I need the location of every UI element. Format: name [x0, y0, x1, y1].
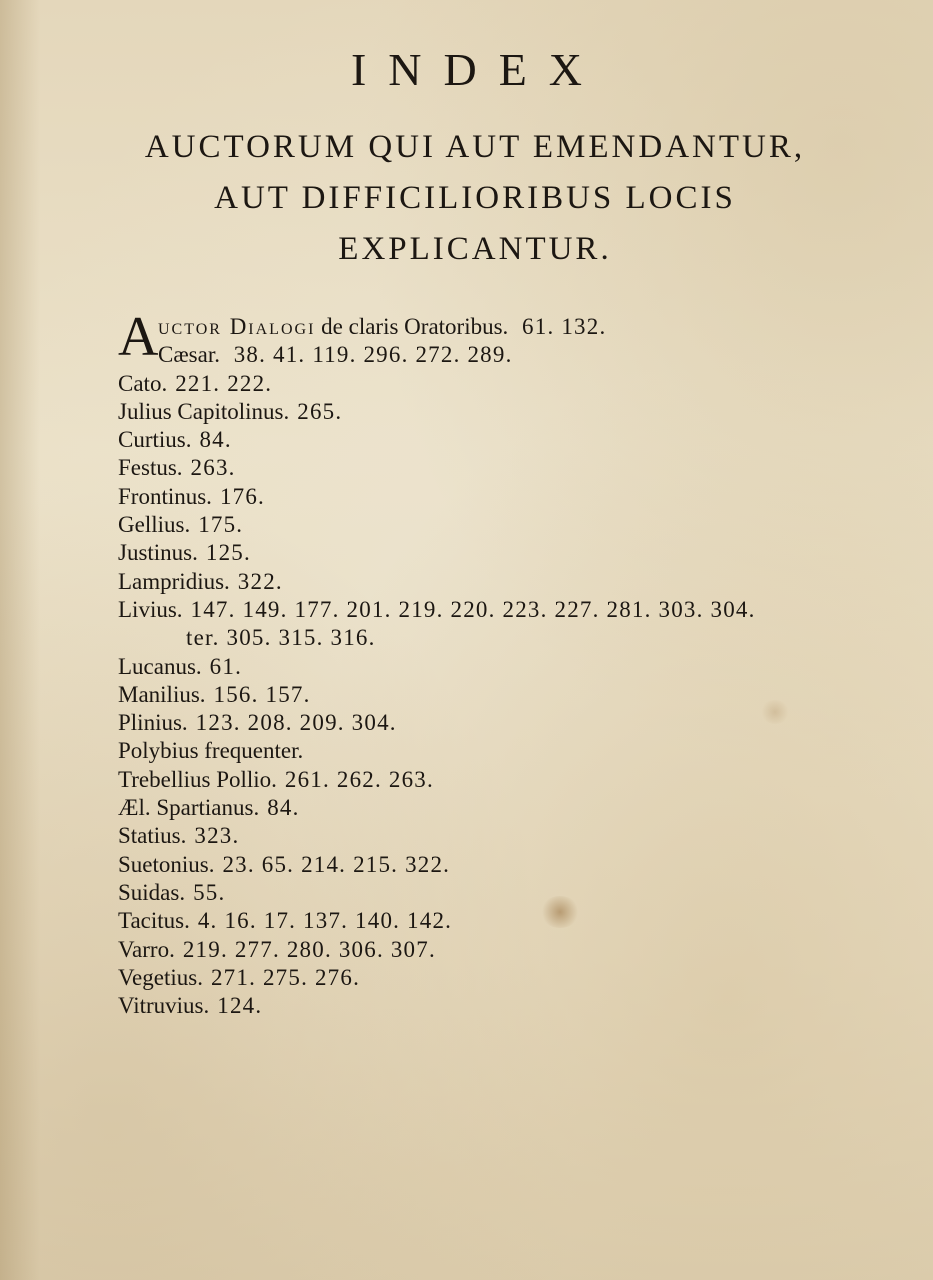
index-entry-name: Livius. — [118, 596, 183, 622]
index-entry-pages: 125. — [205, 540, 251, 566]
index-entry — [118, 568, 898, 596]
index-entry — [118, 964, 898, 992]
drop-cap: A — [118, 306, 159, 368]
index-entry-name: Frontinus. — [118, 483, 212, 509]
index-entry — [118, 709, 898, 737]
index-entry-pages: 221. 222. — [175, 370, 273, 396]
index-entry-pages: 323. — [194, 823, 240, 849]
index-entry — [118, 851, 898, 879]
page-title: INDEX — [350, 44, 605, 95]
index-entry-name: Polybius frequenter. — [118, 738, 304, 764]
index-entry — [118, 681, 898, 709]
index-entry — [118, 936, 898, 964]
index-entry-name: Plinius. — [118, 710, 188, 736]
page-subtitle — [60, 122, 890, 275]
index-entry — [118, 794, 898, 822]
index-entry-description: de claris Oratoribus. — [321, 314, 509, 339]
index-entry-name: Cæsar. — [158, 342, 220, 368]
index-entry-name: Æl. Spartianus. — [118, 795, 260, 821]
index-entry-pages: 271. 275. 276. — [210, 964, 361, 990]
index-entry-pages: 147. 149. 177. 201. 219. 220. 223. 227. 281. 303. 304. — [190, 596, 756, 622]
index-entry-name: Statius. — [118, 823, 187, 849]
index-entry-name: Lampridius. — [118, 568, 230, 594]
index-entry — [118, 370, 898, 398]
index-entry-name: Gellius. — [118, 512, 191, 538]
index-entry — [118, 539, 898, 567]
index-entry-pages: 124. — [217, 993, 263, 1019]
index-entry — [118, 596, 898, 624]
index-entry-pages: 61. — [209, 653, 243, 679]
index-entry-name: Cato. — [118, 370, 168, 396]
index-entry-pages: 322. — [237, 568, 283, 594]
index-entry — [118, 483, 898, 511]
index-entry-name: Vegetius. — [118, 964, 203, 990]
index-entry — [118, 454, 898, 482]
index-entry-list — [118, 370, 898, 1021]
index-entry — [118, 306, 898, 370]
index-entry-name: Manilius. — [118, 681, 206, 707]
index-entry-pages: 4. 16. 17. 137. 140. 142. — [197, 908, 453, 934]
index-entry-name: Vitruvius. — [118, 993, 210, 1019]
index-entry-pages: 265. — [297, 398, 343, 424]
index-entry-pages: 84. — [199, 427, 232, 453]
index-entry-name: Tacitus. — [118, 908, 190, 934]
index-entry — [118, 879, 898, 907]
index-entry — [118, 426, 898, 454]
index-entry-name: Suetonius. — [118, 851, 215, 877]
index-entry-pages: 261. 262. 263. — [284, 766, 434, 792]
index-entry-name: Lucanus. — [118, 653, 202, 679]
index-entry-pages: 176. — [219, 483, 265, 509]
index-entry-pages: 175. — [198, 512, 244, 538]
index-entry-name: uctor Dialogi — [158, 314, 316, 339]
index-entry-pages: 61. 132. — [522, 314, 607, 339]
index-entry — [118, 907, 898, 935]
index-entry-name: Justinus. — [118, 540, 198, 566]
index-entry-pages: 263. — [190, 455, 236, 481]
index-entry-name: Julius Capitolinus. — [118, 398, 290, 424]
index-entry — [118, 511, 898, 539]
index-entry — [118, 992, 898, 1020]
index-entry-name: Festus. — [118, 455, 183, 481]
index-entry — [118, 398, 898, 426]
index-entry-pages: 84. — [267, 795, 300, 821]
index-entry-pages: 156. 157. — [213, 681, 311, 707]
index-entry-pages: 23. 65. 214. 215. 322. — [222, 851, 451, 877]
index-entry-pages: 55. — [193, 879, 226, 905]
index-entry-continuation — [118, 624, 898, 652]
index-entry-name: Trebellius Pollio. — [118, 766, 277, 792]
index-entry — [118, 737, 898, 765]
index-entry — [118, 766, 898, 794]
subtitle-line: EXPLICANTUR. — [338, 231, 612, 267]
index-entry-line — [158, 313, 606, 341]
subtitle-line: AUCTORUM QUI AUT EMENDANTUR, — [144, 129, 806, 165]
index-entry-pages: 38. 41. 119. 296. 272. 289. — [233, 342, 513, 368]
index-entry-name: Varro. — [118, 936, 175, 962]
index-entry-pages: ter. 305. 315. 316. — [186, 625, 376, 651]
subtitle-line: AUT DIFFICILIORIBUS LOCIS — [214, 180, 736, 216]
index-entry-pages: 123. 208. 209. 304. — [195, 710, 397, 736]
index-entry-name: Suidas. — [118, 879, 186, 905]
index-entry — [118, 822, 898, 850]
index-list — [118, 306, 898, 1020]
index-entry-name: Curtius. — [118, 427, 192, 453]
index-entry-pages: 219. 277. 280. 306. 307. — [182, 936, 436, 962]
index-entry — [158, 341, 513, 369]
index-entry — [118, 653, 898, 681]
